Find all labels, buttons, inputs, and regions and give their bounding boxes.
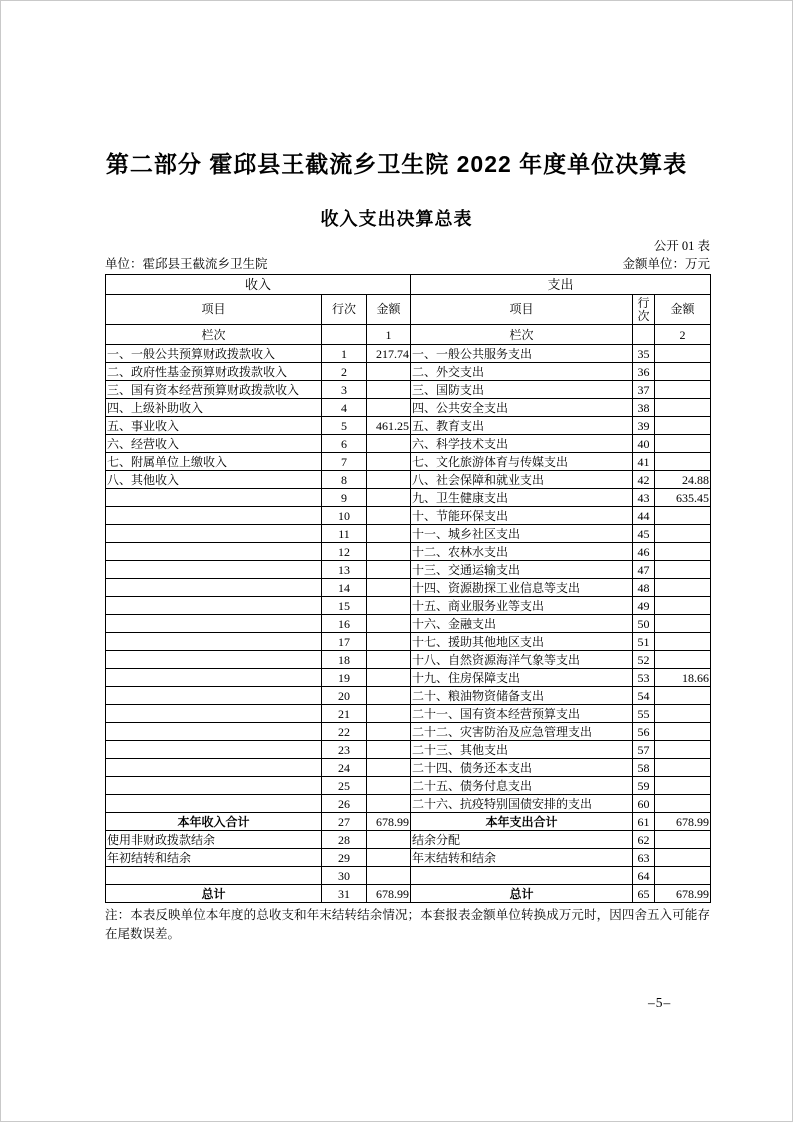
income-line-cell: 28	[322, 831, 367, 849]
expense-line-cell: 63	[633, 849, 655, 867]
expense-item-cell: 十六、金融支出	[411, 615, 633, 633]
table-row	[106, 543, 711, 561]
table-row	[106, 705, 711, 723]
expense-amount-cell	[655, 651, 711, 669]
income-amount-cell	[367, 525, 411, 543]
expense-line-cell: 47	[633, 561, 655, 579]
income-amount-cell	[367, 777, 411, 795]
income-item-cell	[106, 543, 322, 561]
income-amount-cell	[367, 831, 411, 849]
expense-item-cell: 十、节能环保支出	[411, 507, 633, 525]
income-amount-cell	[367, 849, 411, 867]
expense-item-cell: 二十一、国有资本经营预算支出	[411, 705, 633, 723]
income-item-cell: 三、国有资本经营预算财政拨款收入	[106, 381, 322, 399]
income-amount-cell	[367, 867, 411, 885]
income-line-col-header: 行次	[322, 295, 367, 325]
income-item-cell	[106, 651, 322, 669]
income-item-cell: 使用非财政拨款结余	[106, 831, 322, 849]
income-item-cell	[106, 705, 322, 723]
expense-line-cell: 38	[633, 399, 655, 417]
expense-amount-cell	[655, 723, 711, 741]
column-header-row	[106, 295, 711, 325]
income-line-cell: 6	[322, 435, 367, 453]
income-item-cell	[106, 633, 322, 651]
income-line-cell: 23	[322, 741, 367, 759]
income-amount-cell	[367, 597, 411, 615]
income-amount-cell	[367, 723, 411, 741]
expense-line-cell: 51	[633, 633, 655, 651]
table-row	[106, 687, 711, 705]
income-line-cell: 2	[322, 363, 367, 381]
income-item-cell: 本年收入合计	[106, 813, 322, 831]
expense-amount-cell	[655, 453, 711, 471]
expense-item-cell: 总计	[411, 885, 633, 903]
table-row	[106, 633, 711, 651]
table-row	[106, 399, 711, 417]
income-expense-table	[105, 274, 711, 903]
table-row	[106, 435, 711, 453]
table-row	[106, 597, 711, 615]
expense-line-cell: 50	[633, 615, 655, 633]
income-line-cell: 19	[322, 669, 367, 687]
income-amount-cell	[367, 399, 411, 417]
expense-line-cell: 55	[633, 705, 655, 723]
expense-amount-cell	[655, 867, 711, 885]
income-line-cell: 9	[322, 489, 367, 507]
expense-amount-cell	[655, 561, 711, 579]
income-item-cell	[106, 723, 322, 741]
income-amount-cell: 678.99	[367, 813, 411, 831]
unit-label: 单位：霍邱县王截流乡卫生院	[105, 257, 268, 271]
table-row	[106, 381, 711, 399]
expense-item-cell: 十七、援助其他地区支出	[411, 633, 633, 651]
expense-item-cell: 四、公共安全支出	[411, 399, 633, 417]
page-title: 第二部分 霍邱县王截流乡卫生院 2022 年度单位决算表	[105, 151, 688, 177]
expense-item-cell: 八、社会保障和就业支出	[411, 471, 633, 489]
income-amount-cell	[367, 795, 411, 813]
income-item-cell	[106, 759, 322, 777]
expense-item-cell: 九、卫生健康支出	[411, 489, 633, 507]
expense-line-cell: 44	[633, 507, 655, 525]
expense-amount-cell	[655, 525, 711, 543]
income-line-cell: 1	[322, 345, 367, 363]
income-line-cell: 20	[322, 687, 367, 705]
expense-line-cell: 54	[633, 687, 655, 705]
expense-amount-col-header: 金额	[655, 295, 711, 325]
income-lanci-line-cell	[322, 325, 367, 345]
income-item-cell	[106, 669, 322, 687]
expense-line-cell: 36	[633, 363, 655, 381]
income-line-cell: 31	[322, 885, 367, 903]
table-row	[106, 417, 711, 435]
income-item-cell: 五、事业收入	[106, 417, 322, 435]
expense-item-cell: 结余分配	[411, 831, 633, 849]
expense-amount-cell: 635.45	[655, 489, 711, 507]
table-row	[106, 831, 711, 849]
expense-amount-cell	[655, 795, 711, 813]
income-item-col-header: 项目	[106, 295, 322, 325]
income-line-cell: 13	[322, 561, 367, 579]
expense-line-cell: 57	[633, 741, 655, 759]
expense-amount-cell: 678.99	[655, 885, 711, 903]
expense-line-cell: 41	[633, 453, 655, 471]
expense-amount-cell	[655, 399, 711, 417]
table-row	[106, 777, 711, 795]
income-item-cell	[106, 777, 322, 795]
income-line-cell: 27	[322, 813, 367, 831]
income-item-cell: 年初结转和结余	[106, 849, 322, 867]
expense-amount-cell	[655, 345, 711, 363]
page-number: –5–	[648, 995, 672, 1010]
expense-amount-cell: 678.99	[655, 813, 711, 831]
table-row	[106, 669, 711, 687]
income-item-cell: 八、其他收入	[106, 471, 322, 489]
expense-item-cell: 十八、自然资源海洋气象等支出	[411, 651, 633, 669]
income-amount-cell	[367, 543, 411, 561]
expense-lanci-number: 2	[655, 325, 711, 345]
income-section-header: 收入	[106, 275, 411, 295]
expense-item-cell: 二、外交支出	[411, 363, 633, 381]
expense-amount-cell	[655, 705, 711, 723]
section-header-row	[106, 275, 711, 295]
expense-item-cell	[411, 867, 633, 885]
expense-section-header: 支出	[411, 275, 711, 295]
income-item-cell: 六、经营收入	[106, 435, 322, 453]
income-line-cell: 22	[322, 723, 367, 741]
expense-amount-cell	[655, 741, 711, 759]
expense-amount-cell	[655, 687, 711, 705]
expense-line-cell: 60	[633, 795, 655, 813]
income-line-cell: 5	[322, 417, 367, 435]
table-row	[106, 471, 711, 489]
income-item-cell: 七、附属单位上缴收入	[106, 453, 322, 471]
expense-item-cell: 十二、农林水支出	[411, 543, 633, 561]
expense-line-cell: 56	[633, 723, 655, 741]
table-row	[106, 507, 711, 525]
income-amount-cell: 217.74	[367, 345, 411, 363]
income-amount-cell	[367, 615, 411, 633]
public-table-label: 公开 01 表	[653, 239, 710, 253]
income-amount-cell: 461.25	[367, 417, 411, 435]
expense-item-cell: 年末结转和结余	[411, 849, 633, 867]
income-lanci-label: 栏次	[106, 325, 322, 345]
expense-line-cell: 59	[633, 777, 655, 795]
expense-item-cell: 十九、住房保障支出	[411, 669, 633, 687]
income-item-cell: 一、一般公共预算财政拨款收入	[106, 345, 322, 363]
table-row	[106, 579, 711, 597]
expense-amount-cell	[655, 633, 711, 651]
income-amount-cell	[367, 633, 411, 651]
income-amount-cell	[367, 363, 411, 381]
table-row	[106, 885, 711, 903]
income-item-cell	[106, 867, 322, 885]
expense-line-cell: 53	[633, 669, 655, 687]
expense-line-cell: 42	[633, 471, 655, 489]
income-line-cell: 24	[322, 759, 367, 777]
income-line-cell: 30	[322, 867, 367, 885]
table-row	[106, 867, 711, 885]
table-row	[106, 561, 711, 579]
income-amount-cell	[367, 471, 411, 489]
expense-item-cell: 七、文化旅游体育与传媒支出	[411, 453, 633, 471]
table-row	[106, 363, 711, 381]
expense-item-cell: 二十二、灾害防治及应急管理支出	[411, 723, 633, 741]
income-amount-cell	[367, 669, 411, 687]
expense-amount-cell	[655, 543, 711, 561]
income-amount-cell	[367, 579, 411, 597]
expense-line-cell: 45	[633, 525, 655, 543]
expense-item-cell: 五、教育支出	[411, 417, 633, 435]
expense-item-col-header: 项目	[411, 295, 633, 325]
expense-item-cell: 三、国防支出	[411, 381, 633, 399]
expense-item-cell: 二十六、抗疫特别国债安排的支出	[411, 795, 633, 813]
income-item-cell: 二、政府性基金预算财政拨款收入	[106, 363, 322, 381]
income-item-cell	[106, 507, 322, 525]
expense-line-col-header: 行次	[633, 295, 655, 325]
income-line-cell: 7	[322, 453, 367, 471]
expense-amount-cell	[655, 777, 711, 795]
income-line-cell: 10	[322, 507, 367, 525]
income-line-cell: 3	[322, 381, 367, 399]
income-item-cell: 总计	[106, 885, 322, 903]
expense-amount-cell	[655, 831, 711, 849]
income-amount-cell	[367, 759, 411, 777]
income-line-cell: 4	[322, 399, 367, 417]
expense-amount-cell	[655, 597, 711, 615]
expense-line-cell: 49	[633, 597, 655, 615]
expense-item-cell: 十一、城乡社区支出	[411, 525, 633, 543]
income-item-cell	[106, 741, 322, 759]
expense-item-cell: 十三、交通运输支出	[411, 561, 633, 579]
expense-line-cell: 35	[633, 345, 655, 363]
sheet-area	[105, 238, 710, 903]
income-line-cell: 16	[322, 615, 367, 633]
income-line-cell: 18	[322, 651, 367, 669]
income-line-cell: 17	[322, 633, 367, 651]
income-line-cell: 8	[322, 471, 367, 489]
expense-item-cell: 二十三、其他支出	[411, 741, 633, 759]
income-item-cell	[106, 561, 322, 579]
expense-lanci-line-cell	[633, 325, 655, 345]
table-row	[106, 723, 711, 741]
table-row	[106, 525, 711, 543]
income-item-cell	[106, 687, 322, 705]
table-row	[106, 741, 711, 759]
income-amount-cell: 678.99	[367, 885, 411, 903]
table-row	[106, 795, 711, 813]
meta-row	[105, 255, 710, 273]
income-line-cell: 12	[322, 543, 367, 561]
expense-line-cell: 46	[633, 543, 655, 561]
expense-amount-cell	[655, 579, 711, 597]
income-amount-cell	[367, 507, 411, 525]
expense-amount-cell: 18.66	[655, 669, 711, 687]
expense-line-cell: 65	[633, 885, 655, 903]
income-line-cell: 14	[322, 579, 367, 597]
expense-line-cell: 64	[633, 867, 655, 885]
income-line-cell: 21	[322, 705, 367, 723]
expense-amount-cell	[655, 615, 711, 633]
income-item-cell	[106, 579, 322, 597]
expense-amount-cell	[655, 381, 711, 399]
table-row	[106, 759, 711, 777]
expense-amount-cell	[655, 507, 711, 525]
expense-item-cell: 二十四、债务还本支出	[411, 759, 633, 777]
expense-line-cell: 39	[633, 417, 655, 435]
income-amount-cell	[367, 651, 411, 669]
table-title: 收入支出决算总表	[320, 209, 473, 229]
income-line-cell: 29	[322, 849, 367, 867]
income-item-cell	[106, 525, 322, 543]
expense-amount-cell	[655, 759, 711, 777]
income-item-cell	[106, 795, 322, 813]
expense-item-cell: 十五、商业服务业等支出	[411, 597, 633, 615]
expense-amount-cell	[655, 417, 711, 435]
income-amount-cell	[367, 453, 411, 471]
income-amount-cell	[367, 741, 411, 759]
income-amount-cell	[367, 687, 411, 705]
table-row	[106, 615, 711, 633]
income-amount-cell	[367, 381, 411, 399]
expense-line-cell: 43	[633, 489, 655, 507]
income-item-cell	[106, 597, 322, 615]
income-amount-cell	[367, 489, 411, 507]
income-lanci-number: 1	[367, 325, 411, 345]
expense-item-cell: 二十五、债务付息支出	[411, 777, 633, 795]
expense-lanci-label: 栏次	[411, 325, 633, 345]
footnote: 注：本表反映单位本年度的总收支和年末结转结余情况；本套报表金额单位转换成万元时，因四舍五入可能存在尾数误差。	[105, 908, 710, 941]
income-item-cell	[106, 615, 322, 633]
table-row	[106, 849, 711, 867]
expense-item-cell: 本年支出合计	[411, 813, 633, 831]
expense-line-cell: 40	[633, 435, 655, 453]
expense-line-cell: 58	[633, 759, 655, 777]
income-line-cell: 11	[322, 525, 367, 543]
expense-amount-cell	[655, 435, 711, 453]
expense-line-cell: 52	[633, 651, 655, 669]
income-amount-cell	[367, 705, 411, 723]
income-line-cell: 26	[322, 795, 367, 813]
table-row	[106, 813, 711, 831]
expense-item-cell: 二十、粮油物资储备支出	[411, 687, 633, 705]
table-row	[106, 345, 711, 363]
expense-amount-cell	[655, 849, 711, 867]
expense-line-cell: 37	[633, 381, 655, 399]
income-line-cell: 15	[322, 597, 367, 615]
expense-item-cell: 六、科学技术支出	[411, 435, 633, 453]
expense-item-cell: 一、一般公共服务支出	[411, 345, 633, 363]
expense-amount-cell	[655, 363, 711, 381]
table-row	[106, 453, 711, 471]
table-row	[106, 489, 711, 507]
income-amount-col-header: 金额	[367, 295, 411, 325]
income-line-cell: 25	[322, 777, 367, 795]
income-amount-cell	[367, 435, 411, 453]
amount-unit-label: 金额单位：万元	[622, 257, 710, 271]
expense-amount-cell: 24.88	[655, 471, 711, 489]
income-amount-cell	[367, 561, 411, 579]
table-row	[106, 651, 711, 669]
expense-item-cell: 十四、资源勘探工业信息等支出	[411, 579, 633, 597]
income-item-cell	[106, 489, 322, 507]
expense-line-cell: 61	[633, 813, 655, 831]
expense-line-cell: 62	[633, 831, 655, 849]
income-item-cell: 四、上级补助收入	[106, 399, 322, 417]
expense-line-cell: 48	[633, 579, 655, 597]
column-number-row	[106, 325, 711, 345]
